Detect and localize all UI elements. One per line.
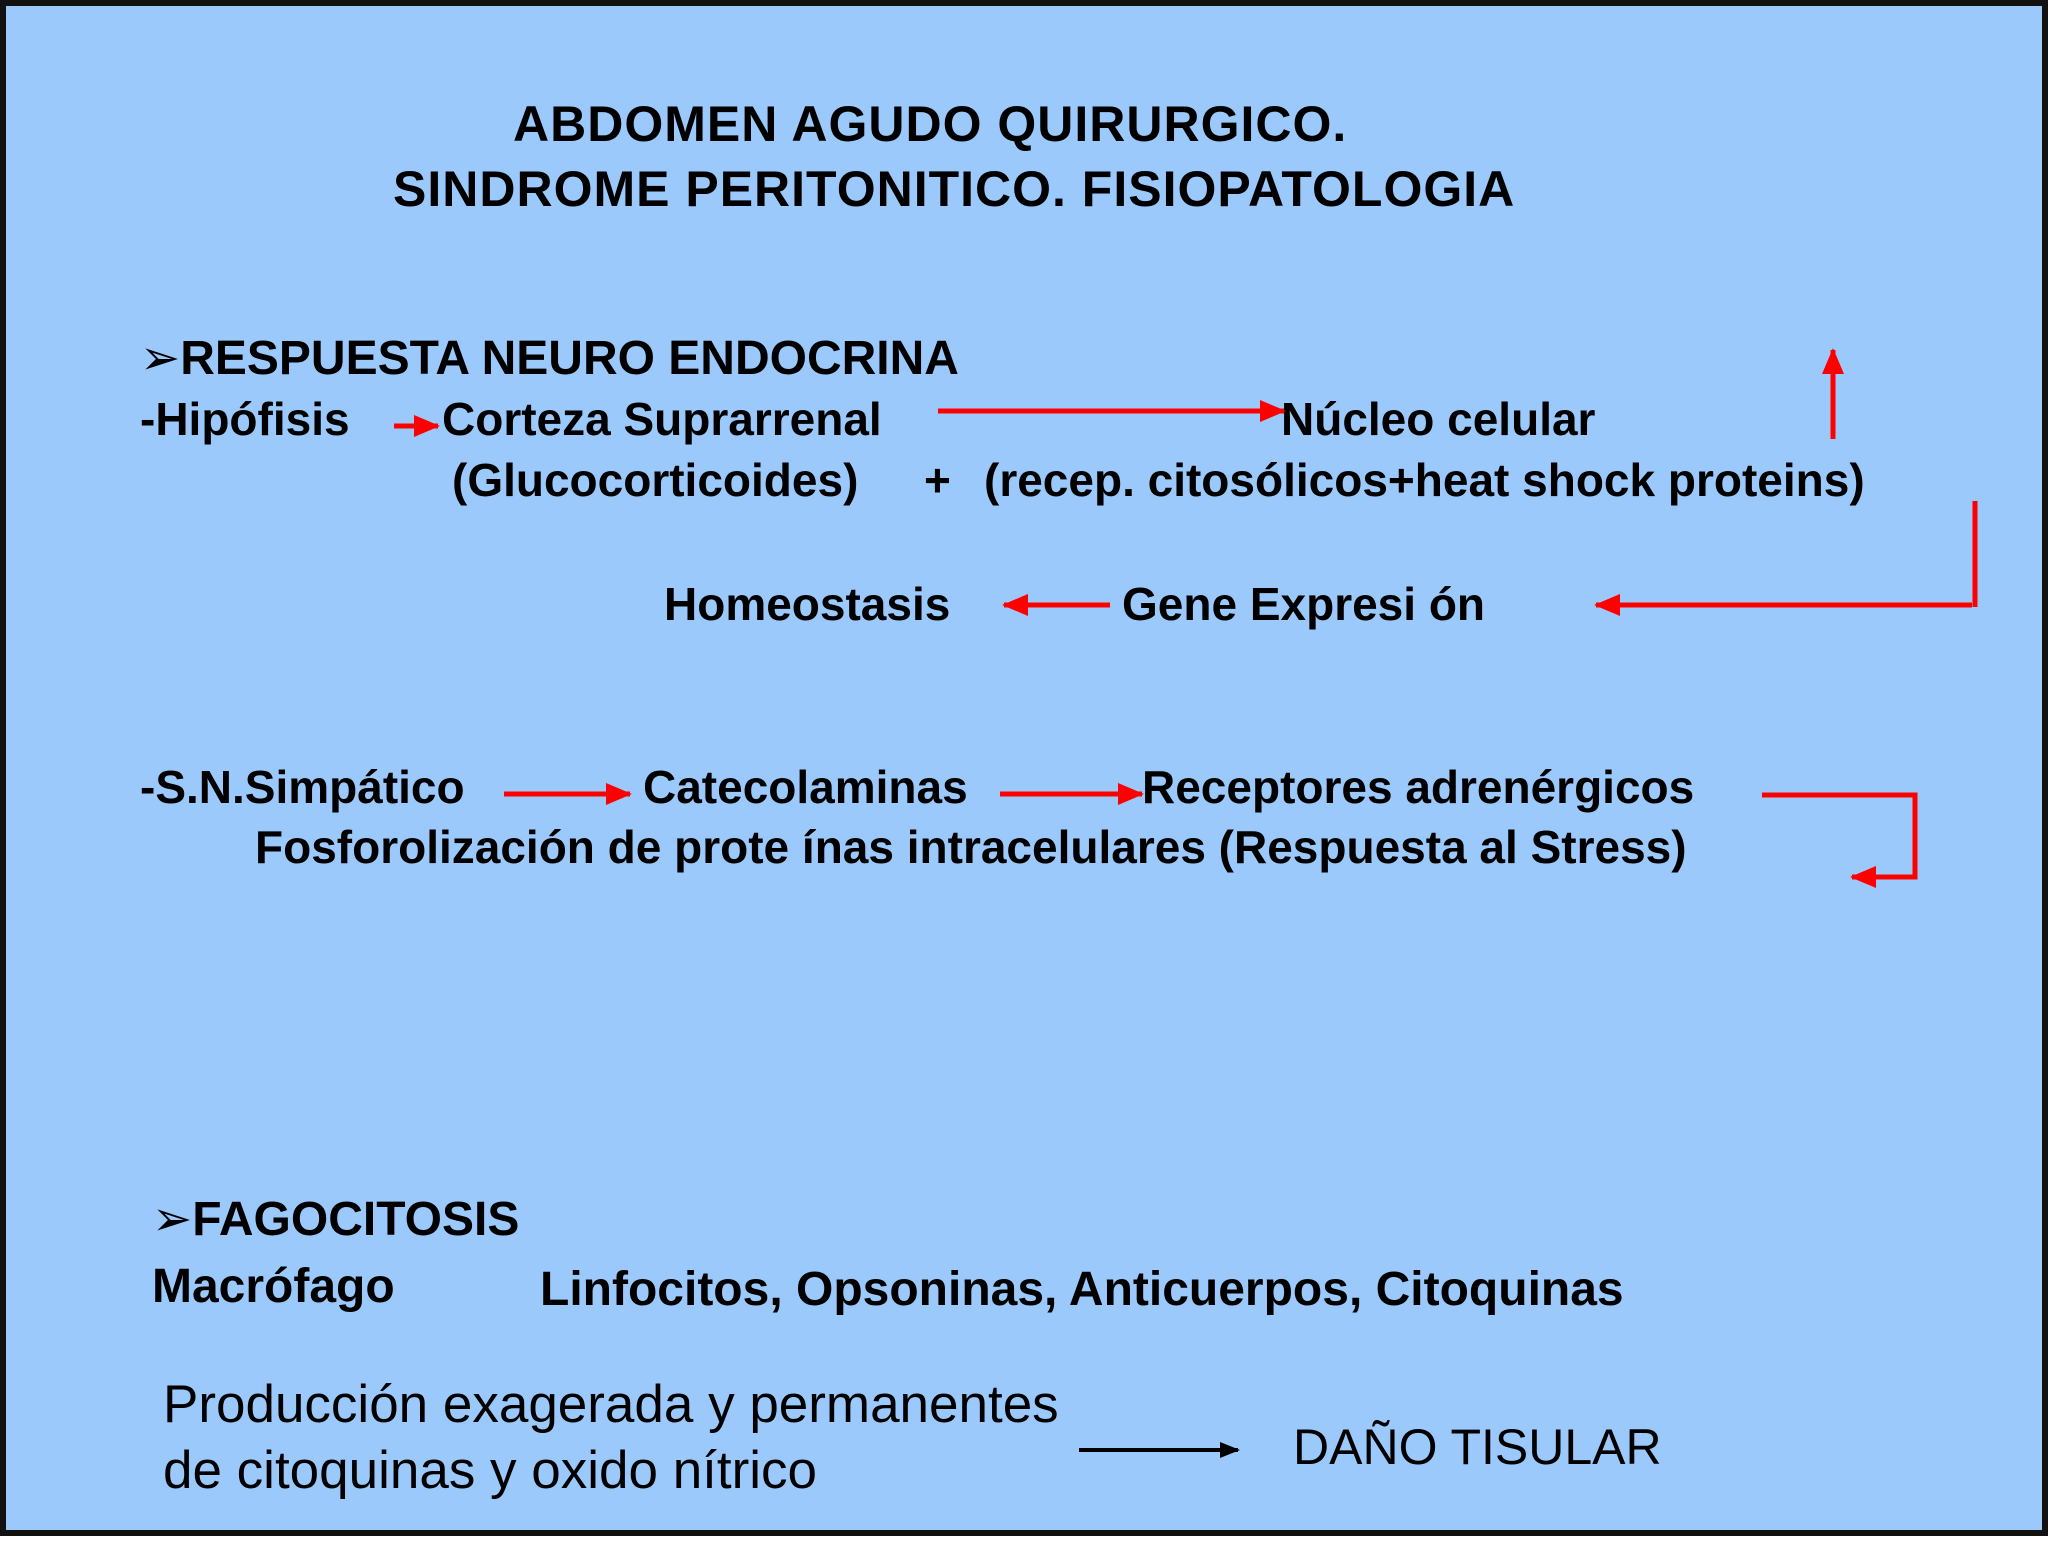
linfocitos-label: Linfocitos, Opsoninas, Anticuerpos, Citoquinas xyxy=(540,1263,1624,1316)
bullet-arrow-icon: ➢ xyxy=(152,1193,193,1246)
corteza-suprarrenal-label: Corteza Suprarrenal xyxy=(442,393,882,445)
produccion-line-1: Producción exagerada y permanentes xyxy=(163,1375,1059,1434)
macrofago-label: Macrófago xyxy=(152,1260,395,1313)
title-line-2: SINDROME PERITONITICO. FISIOPATOLOGIA xyxy=(393,161,1516,217)
produccion-line-2: de citoquinas y oxido nítrico xyxy=(163,1441,818,1500)
fosforolizacion-label: Fosforolización de prote ínas intracelulares (Respuesta al Stress) xyxy=(255,821,1687,873)
homeostasis-label: Homeostasis xyxy=(664,578,951,630)
connector-arrows xyxy=(6,6,2048,1542)
sn-simpatico-label: -S.N.Simpático xyxy=(140,761,465,813)
catecolaminas-label: Catecolaminas xyxy=(643,761,968,813)
bullet-arrow-icon: ➢ xyxy=(140,332,181,385)
heading-text: RESPUESTA NEURO ENDOCRINA xyxy=(180,332,959,385)
arrow-receptores-fosforolizacion xyxy=(1762,795,1915,877)
gene-expresion-label: Gene Expresi ón xyxy=(1122,578,1486,630)
title-line-1: ABDOMEN AGUDO QUIRURGICO. xyxy=(513,96,1348,152)
plus-sign: + xyxy=(924,454,951,506)
receptores-adrenergicos-label: Receptores adrenérgicos xyxy=(1142,761,1695,813)
dano-tisular-label: DAÑO TISULAR xyxy=(1293,1419,1662,1475)
hipofisis-label: -Hipófisis xyxy=(140,393,350,445)
nucleo-celular-label: Núcleo celular xyxy=(1281,393,1596,445)
glucocorticoides-label: (Glucocorticoides) xyxy=(452,454,859,506)
receptores-citosolicos-label: (recep. citosólicos+heat shock proteins) xyxy=(984,454,1865,506)
heading-text: FAGOCITOSIS xyxy=(192,1193,520,1246)
